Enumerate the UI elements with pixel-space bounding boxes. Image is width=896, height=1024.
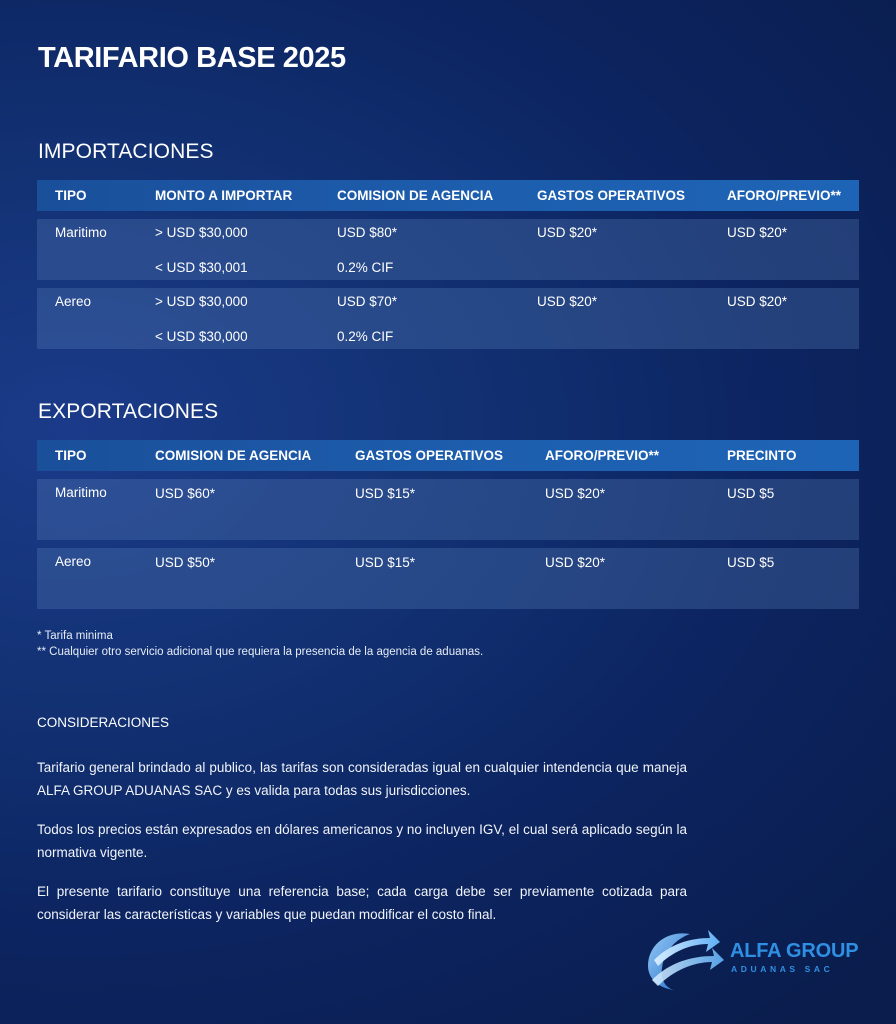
cell-comision: USD $50* xyxy=(155,555,216,570)
cell-monto: < USD $30,001 xyxy=(155,260,248,275)
table-row xyxy=(37,548,859,609)
cell-aforo: USD $20* xyxy=(545,555,606,570)
header-tipo: TIPO xyxy=(55,448,87,463)
cell-precinto: USD $5 xyxy=(727,486,775,501)
header-comision: COMISION DE AGENCIA xyxy=(155,448,312,463)
footnotes xyxy=(37,628,483,660)
table-row xyxy=(37,288,859,349)
header-gastos: GASTOS OPERATIVOS xyxy=(537,188,686,203)
header-aforo: AFORO/PREVIO** xyxy=(727,188,842,203)
cell-monto: > USD $30,000 xyxy=(155,294,248,309)
consideraciones-paragraph: Todos los precios están expresados en dólares americanos y no incluyen IGV, el cual será aplicado según la normativa vigente. xyxy=(37,822,687,860)
cell-tipo: Maritimo xyxy=(55,485,107,500)
cell-aforo: USD $20* xyxy=(545,486,606,501)
cell-monto: < USD $30,000 xyxy=(155,329,248,344)
cell-aforo: USD $20* xyxy=(727,225,788,240)
consideraciones-title: CONSIDERACIONES xyxy=(37,715,170,730)
exportaciones-header-row xyxy=(37,440,859,471)
footnote: * Tarifa minima xyxy=(37,630,113,642)
cell-gastos: USD $15* xyxy=(355,555,416,570)
exportaciones-title: EXPORTACIONES xyxy=(38,400,219,423)
importaciones-header-row xyxy=(37,180,859,211)
logo-name: ALFA GROUP xyxy=(730,940,859,962)
importaciones-title: IMPORTACIONES xyxy=(38,140,214,163)
footnote: ** Cualquier otro servicio adicional que requiera la presencia de la agencia de aduanas. xyxy=(37,646,484,658)
logo-subtitle: ADUANAS SAC xyxy=(731,964,834,974)
cell-precinto: USD $5 xyxy=(727,555,775,570)
cell-comision: 0.2% CIF xyxy=(337,329,394,344)
consideraciones-paragraph: El presente tarifario constituye una referencia base; cada carga debe ser previamente cotizada para considerar las características y variables que puedan modificar el costo final. xyxy=(37,884,687,922)
cell-gastos: USD $20* xyxy=(537,225,598,240)
header-comision: COMISION DE AGENCIA xyxy=(337,188,494,203)
table-row xyxy=(37,219,859,280)
cell-tipo: Maritimo xyxy=(55,225,107,240)
header-tipo: TIPO xyxy=(55,188,87,203)
cell-comision: USD $60* xyxy=(155,486,216,501)
cell-comision: USD $80* xyxy=(337,225,398,240)
cell-monto: > USD $30,000 xyxy=(155,225,248,240)
header-precinto: PRECINTO xyxy=(727,448,797,463)
cell-gastos: USD $15* xyxy=(355,486,416,501)
cell-aforo: USD $20* xyxy=(727,294,788,309)
header-aforo: AFORO/PREVIO** xyxy=(545,448,660,463)
cell-tipo: Aereo xyxy=(55,294,92,309)
page-title: TARIFARIO BASE 2025 xyxy=(38,42,346,74)
cell-tipo: Aereo xyxy=(55,554,92,569)
cell-comision: 0.2% CIF xyxy=(337,260,394,275)
cell-comision: USD $70* xyxy=(337,294,398,309)
consideraciones-paragraph: Tarifario general brindado al publico, las tarifas son consideradas igual en cualquier intendencia que maneja ALFA GROUP ADUANAS SAC y es valida para todas sus jurisdicciones. xyxy=(37,760,687,798)
header-monto: MONTO A IMPORTAR xyxy=(155,188,293,203)
table-row xyxy=(37,479,859,540)
cell-gastos: USD $20* xyxy=(537,294,598,309)
header-gastos: GASTOS OPERATIVOS xyxy=(355,448,504,463)
